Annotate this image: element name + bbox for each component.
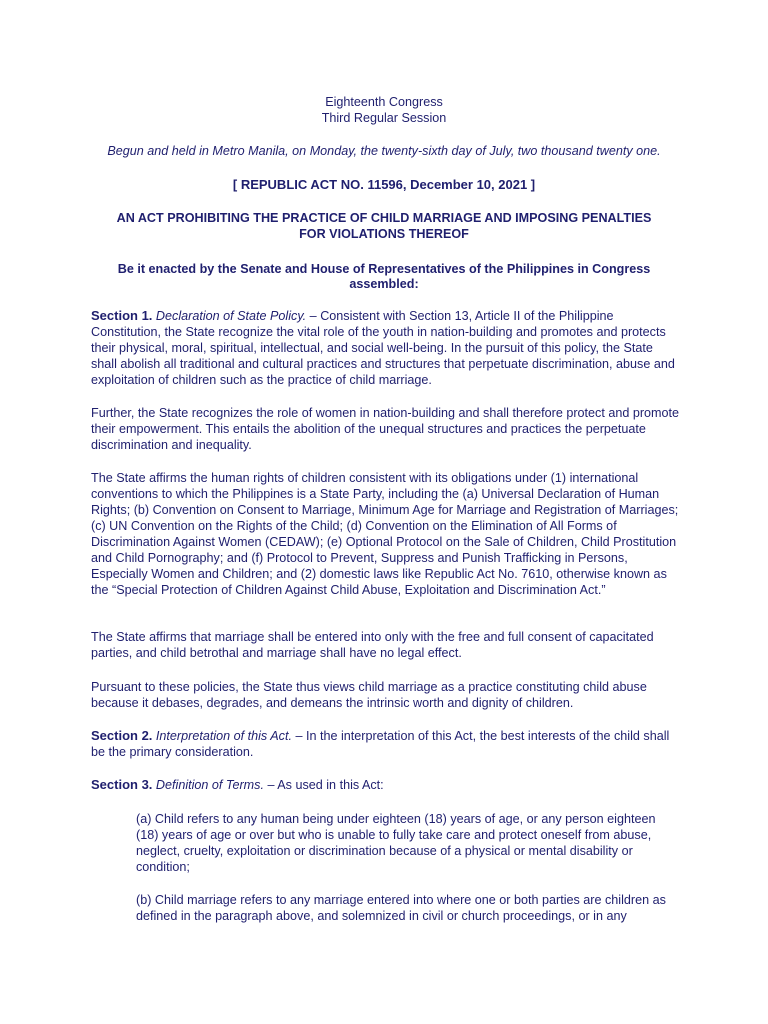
section-1-paragraph-4: The State affirms that marriage shall be entered into only with the free and full consent of capacitated parties, and child betrothal and marriage shall have no legal effect. <box>91 630 654 660</box>
section-2-text: – In the interpretation of this Act, the best interests of the child shall be the primary consideration. <box>91 729 670 759</box>
section-1-text: – Consistent with Section 13, Article II of the Philippine Constitution, the State recognize the vital role of the youth in nation-building and promotes and protects their physical, moral, spiritual, intellectual, and social well-being. In the pursuit of this policy, the State shall abolish all traditional and cultural practices and structures that perpetuate discrimination, abuse and exploitation of children such as the practice of child marriage. <box>91 309 675 387</box>
section-3-heading: Definition of Terms. <box>155 778 264 792</box>
section-3-paragraph <box>91 777 681 793</box>
session-line: Third Regular Session <box>321 111 447 125</box>
section-1-paragraph-2: Further, the State recognizes the role of women in nation-building and shall therefore protect and promote their empowerment. This entails the abolition of the unequal structures and practices the perpetuate discrimination and inequality. <box>91 406 680 452</box>
section-2-paragraph <box>91 728 681 760</box>
section-1-label: Section 1. <box>91 308 153 323</box>
section-1-paragraph-5: Pursuant to these policies, the State thus views child marriage as a practice constituting child abuse because it debases, degrades, and demeans the intrinsic worth and dignity of children. <box>91 680 647 710</box>
section-1-paragraph-3: The State affirms the human rights of children consistent with its obligations under (1) international conventions to which the Philippines is a State Party, including the (a) Universal Declaration of Human Rights; (b) Convention on Consent to Marriage, Minimum Age for Marriage and Registration of Marriages; (c) UN Convention on the Rights of the Child; (d) Convention on the Elimination of All Forms of Discrimination Against Women (CEDAW); (e) Optional Protocol on the Sale of Children, Child Prostitution and Child Pornography; and (f) Protocol to Prevent, Suppress and Punish Trafficking in Persons, Especially Women and Children; and (2) domestic laws like Republic Act No. 7610, otherwise known as the “Special Protection of Children Against Child Abuse, Exploitation and Discrimination Act.” <box>91 471 679 597</box>
congress-line: Eighteenth Congress <box>325 95 443 109</box>
section-3-label: Section 3. <box>91 777 153 792</box>
definition-item-b: (b) Child marriage refers to any marriage entered into where one or both parties are children as defined in the paragraph above, and solemnized in civil or church proceedings, or in any <box>136 893 666 923</box>
section-1-paragraph <box>91 308 681 388</box>
section-2-label: Section 2. <box>91 728 153 743</box>
act-title-line-1: AN ACT PROHIBITING THE PRACTICE OF CHILD MARRIAGE AND IMPOSING PENALTIES <box>116 211 652 225</box>
enacting-clause-line-1: Be it enacted by the Senate and House of Representatives of the Philippines in Congress <box>117 262 651 276</box>
definition-item-a: (a) Child refers to any human being under eighteen (18) years of age, or any person eighteen (18) years of age or over but who is unable to fully take care and protect oneself from abuse, neglect, cruelty, exploitation or discrimination because of a physical or mental disability or condition; <box>136 812 656 874</box>
section-1-heading: Declaration of State Policy. <box>155 309 307 323</box>
section-3-text: – As used in this Act: <box>263 778 384 792</box>
enacting-clause-line-2: assembled: <box>349 277 419 291</box>
act-title-line-2: FOR VIOLATIONS THEREOF <box>299 227 469 241</box>
act-number: [ REPUBLIC ACT NO. 11596, December 10, 2021 ] <box>232 177 536 192</box>
section-2-heading: Interpretation of this Act. <box>155 729 292 743</box>
begun-line: Begun and held in Metro Manila, on Monday, the twenty-sixth day of July, two thousand twenty one. <box>107 144 661 158</box>
